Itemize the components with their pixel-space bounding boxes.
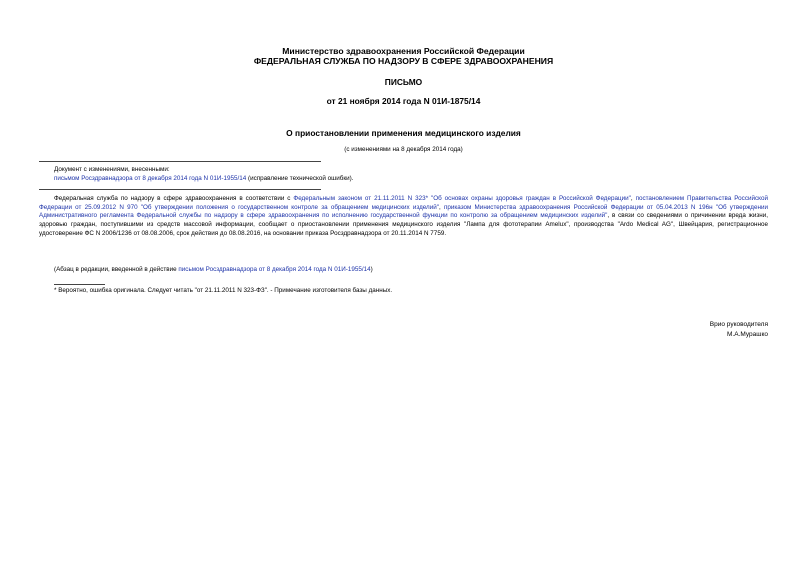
body-text-1: Федеральная служба по надзору в сфере здравоохранения в соответствии с [54, 195, 294, 202]
body-text-3: , [439, 203, 444, 211]
changes-box-suffix: (исправление технической ошибки). [246, 175, 354, 182]
service-name: ФЕДЕРАЛЬНАЯ СЛУЖБА ПО НАДЗОРУ В СФЕРЕ ЗДРАВООХРАНЕНИЯ [253, 56, 554, 66]
body-text-4: , в связи со сведениями о причинении вреда жизни, здоровью граждан, поступившими из средств массовой информации, сообщает о приостановлении применения медицинского изделия "Лампа для фототерапии Amelux", производства "Ardo Medical AG", Швейцария, регистрационное удостоверение ФС N 2006/1236 от 08.08.2006, срок действия до 08.08.2016, на основании приказа Росздравнадзора от 20.11.2014 N 7759. [39, 212, 769, 237]
amendment-prefix: (Абзац в редакции, введенной в действие [54, 266, 179, 273]
amendment-note [54, 266, 373, 275]
federal-law-link[interactable]: Федеральным законом от 21.11.2011 N 323* "Об основах охраны здоровья граждан в Российской Федерации" [293, 195, 631, 202]
document-date-number: от 21 ноября 2014 года N 01И-1875/14 [326, 96, 481, 106]
signatory-name: М.А.Мурашко [726, 330, 768, 338]
signature-block [710, 320, 768, 339]
changes-note: (с изменениями на 8 декабря 2014 года) [344, 146, 463, 153]
changes-box-line1: Документ с изменениями, внесенными: [54, 166, 170, 173]
government-decree-link[interactable]: постановлением Правительства Российской Федерации от 25.09.2012 N 970 "Об утверждении положения о государственном контроле за обращением медицинских изделий" [39, 195, 769, 211]
ministry-order-link[interactable]: приказом Министерства здравоохранения Российской Федерации от 05.04.2013 N 196н "Об утверждении Административного регламента Федеральной службы по надзору в сфере здравоохранения по исполнению государственной функции по контролю за обращением медицинских изделий" [39, 203, 768, 220]
footnote: * Вероятно, ошибка оригинала. Следует читать "от 21.11.2011 N 323-ФЗ". - Примечание изготовителя базы данных. [54, 287, 393, 294]
document-title: О приостановлении применения медицинского изделия [286, 128, 521, 138]
changes-box-top-rule [39, 161, 321, 162]
signatory-position: Врио руководителя [709, 321, 768, 328]
main-paragraph [39, 195, 768, 239]
amendment-suffix: ) [370, 266, 373, 273]
amendment-note-link[interactable]: письмом Росздравнадзора от 8 декабря 2014 года N 01И-1955/14 [178, 266, 371, 273]
document-type: ПИСЬМО [384, 77, 423, 87]
footnote-rule [54, 284, 105, 285]
ministry-name: Министерство здравоохранения Российской Федерации [282, 46, 525, 56]
amendment-letter-link[interactable]: письмом Росздравнадзора от 8 декабря 2014 года N 01И-1955/14 [54, 175, 247, 182]
body-text-2: , [630, 195, 636, 202]
changes-box-line2 [54, 175, 353, 184]
changes-box-bottom-rule [39, 189, 321, 190]
